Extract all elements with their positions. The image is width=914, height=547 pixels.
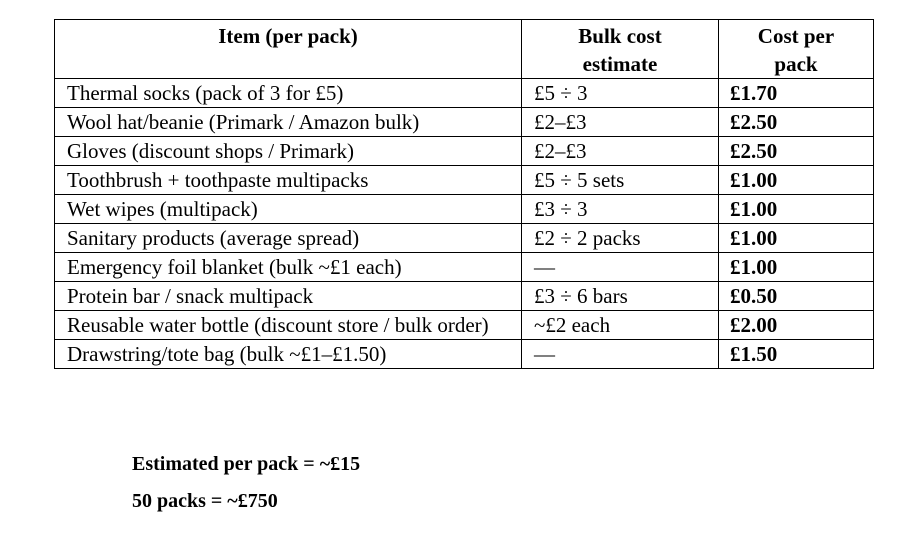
item-cell: Emergency foil blanket (bulk ~£1 each): [55, 253, 522, 282]
item-cell: Thermal socks (pack of 3 for £5): [55, 79, 522, 108]
header-bulk-cost: [522, 20, 719, 79]
estimated-per-pack-total: Estimated per pack = ~£15: [132, 453, 361, 475]
bulk-cost-cell: ~£2 each: [522, 311, 719, 340]
header-bulk-line2: estimate: [582, 52, 658, 76]
table-row: [55, 79, 874, 108]
item-cell: Drawstring/tote bag (bulk ~£1–£1.50): [55, 340, 522, 369]
cost-per-pack-cell: £1.00: [719, 253, 874, 282]
item-cell: Sanitary products (average spread): [55, 224, 522, 253]
header-item: [55, 20, 522, 79]
cost-per-pack-cell: £1.50: [719, 340, 874, 369]
bulk-cost-cell: £3 ÷ 6 bars: [522, 282, 719, 311]
header-bulk-line1: Bulk cost: [578, 24, 662, 48]
cost-per-pack-cell: £2.50: [719, 108, 874, 137]
item-cell: Wet wipes (multipack): [55, 195, 522, 224]
cost-per-pack-cell: £1.70: [719, 79, 874, 108]
bulk-cost-cell: £2–£3: [522, 108, 719, 137]
bulk-cost-cell: £2 ÷ 2 packs: [522, 224, 719, 253]
table-row: [55, 340, 874, 369]
table-row: [55, 108, 874, 137]
header-pack-line2: pack: [774, 52, 818, 76]
item-cell: Wool hat/beanie (Primark / Amazon bulk): [55, 108, 522, 137]
bulk-cost-cell: £2–£3: [522, 137, 719, 166]
table-row: [55, 137, 874, 166]
cost-per-pack-cell: £1.00: [719, 166, 874, 195]
item-cell: Gloves (discount shops / Primark): [55, 137, 522, 166]
table-header-row: [55, 20, 874, 79]
bulk-cost-cell: £3 ÷ 3: [522, 195, 719, 224]
cost-per-pack-cell: £0.50: [719, 282, 874, 311]
item-cell: Toothbrush + toothpaste multipacks: [55, 166, 522, 195]
header-item-label: Item (per pack): [218, 24, 358, 48]
table-row: [55, 282, 874, 311]
cost-table: [54, 19, 874, 369]
table-row: [55, 166, 874, 195]
cost-per-pack-cell: £2.50: [719, 137, 874, 166]
table-row: [55, 311, 874, 340]
item-cell: Reusable water bottle (discount store / bulk order): [55, 311, 522, 340]
fifty-packs-total: 50 packs = ~£750: [132, 490, 278, 512]
table-row: [55, 224, 874, 253]
bulk-cost-cell: £5 ÷ 5 sets: [522, 166, 719, 195]
bulk-cost-cell: £5 ÷ 3: [522, 79, 719, 108]
cost-per-pack-cell: £1.00: [719, 224, 874, 253]
table-row: [55, 253, 874, 282]
bulk-cost-cell: —: [522, 340, 719, 369]
item-cell: Protein bar / snack multipack: [55, 282, 522, 311]
header-pack-line1: Cost per: [757, 24, 835, 48]
table-row: [55, 195, 874, 224]
cost-per-pack-cell: £2.00: [719, 311, 874, 340]
cost-per-pack-cell: £1.00: [719, 195, 874, 224]
header-cost-per-pack: [719, 20, 874, 79]
bulk-cost-cell: —: [522, 253, 719, 282]
